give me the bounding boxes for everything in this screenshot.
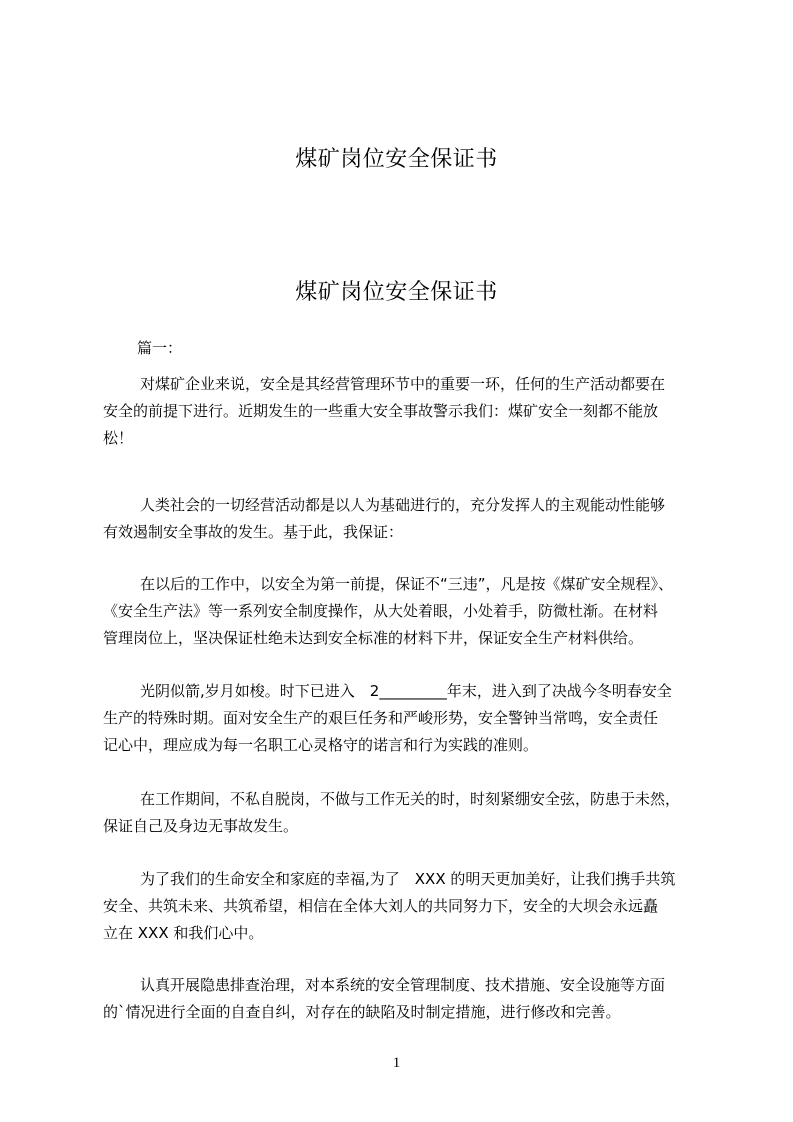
page-number: 1 (392, 1055, 401, 1071)
paragraph-line: 《安全生产法》等一系列安全制度操作，从大处着眼，小处着手，防微杜渐。在材料 (103, 602, 659, 620)
paragraph-line: 光阴似箭,岁月如梭。时下已进入 2_________年末，进入到了决战今冬明春安全 (140, 682, 672, 700)
paragraph-line: 安全的前提下进行。近期发生的一些重大安全事故警示我们：煤矿安全一刻都不能放 (103, 402, 659, 420)
paragraph-3 (103, 571, 701, 652)
paragraph-line: 在以后的工作中，以安全为第一前提，保证不“三违”，凡是按《煤矿安全规程》、 (140, 575, 674, 593)
paragraph-line: 的`情况进行全面的自查自纠，对存在的缺陷及时制定措施，进行修改和完善。 (103, 1003, 621, 1021)
paragraph-line: 为了我们的生命安全和家庭的幸福,为了 XXX 的明天更加美好，让我们携手共筑 (140, 870, 676, 888)
paragraph-line: 认真开展隐患排查治理，对本系统的安全管理制度、技术措施、安全设施等方面 (140, 976, 666, 994)
paragraph-line: 立在 XXX 和我们心中。 (103, 924, 264, 942)
paragraph-line: 有效遏制安全事故的发生。基于此，我保证： (103, 523, 404, 541)
paragraph-line: 保证自己及身边无事故发生。 (103, 817, 299, 835)
paragraph-line: 安全、共筑未来、共筑希望，相信在全体大刘人的共同努力下，安全的大坝会永远矗 (103, 897, 659, 915)
paragraph-2 (103, 492, 701, 546)
paragraph-4 (103, 678, 701, 759)
section-label: 篇一： (137, 339, 183, 357)
paragraph-line: 松！ (103, 429, 134, 447)
document-header-title: 煤矿岗位安全保证书 (295, 147, 498, 172)
document-main-title: 煤矿岗位安全保证书 (295, 280, 498, 305)
paragraph-line: 在工作期间，不私自脱岗，不做与工作无关的时，时刻紧绷安全弦，防患于未然， (140, 790, 681, 808)
paragraph-line: 管理岗位上，坚决保证杜绝未达到安全标准的材料下井，保证安全生产材料供给。 (103, 629, 644, 647)
paragraph-6 (103, 866, 701, 947)
paragraph-line: 对煤矿企业来说，安全是其经营管理环节中的重要一环，任何的生产活动都要在 (140, 375, 666, 393)
paragraph-7 (103, 972, 701, 1026)
paragraph-line: 记心中，理应成为每一名职工心灵格守的诺言和行为实践的准则。 (103, 736, 539, 754)
paragraph-line: 人类社会的一切经营活动都是以人为基础进行的，充分发挥人的主观能动性能够 (140, 496, 666, 514)
paragraph-line: 生产的特殊时期。面对安全生产的艰巨任务和严峻形势，安全警钟当常鸣，安全责任 (103, 709, 659, 727)
paragraph-1 (103, 371, 701, 452)
paragraph-5 (103, 786, 701, 840)
